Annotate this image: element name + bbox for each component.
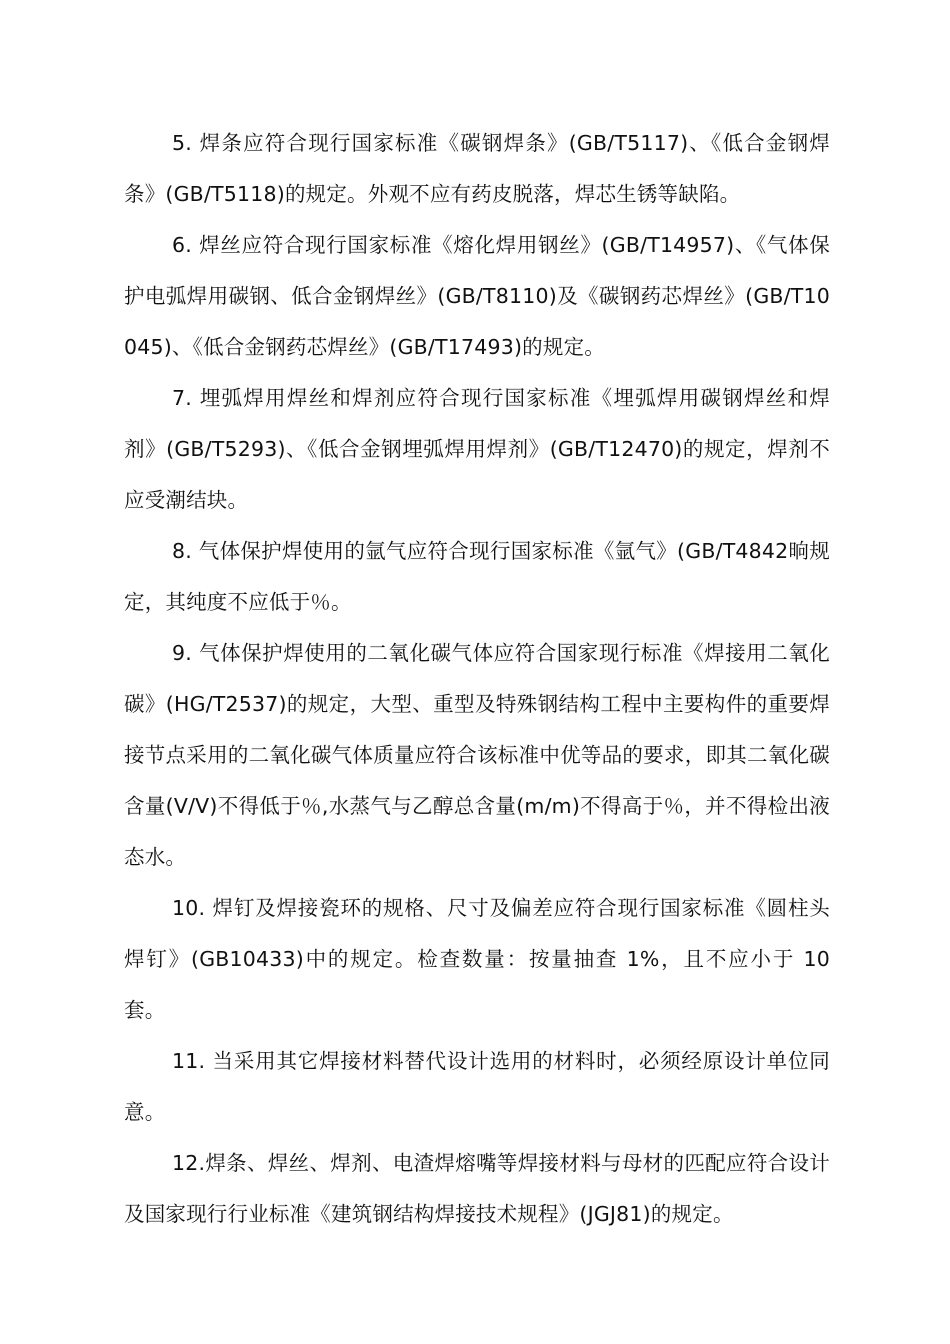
paragraph-item-10: 10. 焊钉及焊接瓷环的规格、尺寸及偏差应符合现行国家标准《圆柱头焊钉》(GB10433)中的规定。检查数量：按量抽查 1%，且不应小于 10 套。 <box>124 896 830 1022</box>
paragraph-item-7: 7. 埋弧焊用焊丝和焊剂应符合现行国家标准《埋弧焊用碳钢焊丝和焊剂》(GB/T5293)、《低合金钢埋弧焊用焊剂》(GB/T12470)的规定，焊剂不应受潮结块。 <box>124 386 830 512</box>
document-body <box>124 118 830 1240</box>
paragraph-item-11: 11. 当采用其它焊接材料替代设计选用的材料时，必须经原设计单位同意。 <box>124 1049 830 1124</box>
paragraph-item-12: 12.焊条、焊丝、焊剂、电渣焊熔嘴等焊接材料与母材的匹配应符合设计及国家现行行业标准《建筑钢结构焊接技术规程》(JGJ81)的规定。 <box>124 1151 830 1226</box>
paragraph-item-5: 5. 焊条应符合现行国家标准《碳钢焊条》(GB/T5117)、《低合金钢焊条》(GB/T5118)的规定。外观不应有药皮脱落，焊芯生锈等缺陷。 <box>124 131 830 206</box>
paragraph-item-8: 8. 气体保护焊使用的氩气应符合现行国家标准《氩气》(GB/T4842晌规定，其纯度不应低于％。 <box>124 539 830 614</box>
paragraph-item-9: 9. 气体保护焊使用的二氧化碳气体应符合国家现行标准《焊接用二氧化碳》(HG/T2537)的规定，大型、重型及特殊钢结构工程中主要构件的重要焊接节点采用的二氧化碳气体质量应符合该标准中优等品的要求，即其二氧化碳含量(V/V)不得低于％,水蒸气与乙醇总含量(m/m)不得高于％，并不得检出液态水。 <box>124 641 830 869</box>
paragraph-item-6: 6. 焊丝应符合现行国家标准《熔化焊用钢丝》(GB/T14957)、《气体保护电弧焊用碳钢、低合金钢焊丝》(GB/T8110)及《碳钢药芯焊丝》(GB/T10045)、《低合金钢药芯焊丝》(GB/T17493)的规定。 <box>124 233 830 359</box>
